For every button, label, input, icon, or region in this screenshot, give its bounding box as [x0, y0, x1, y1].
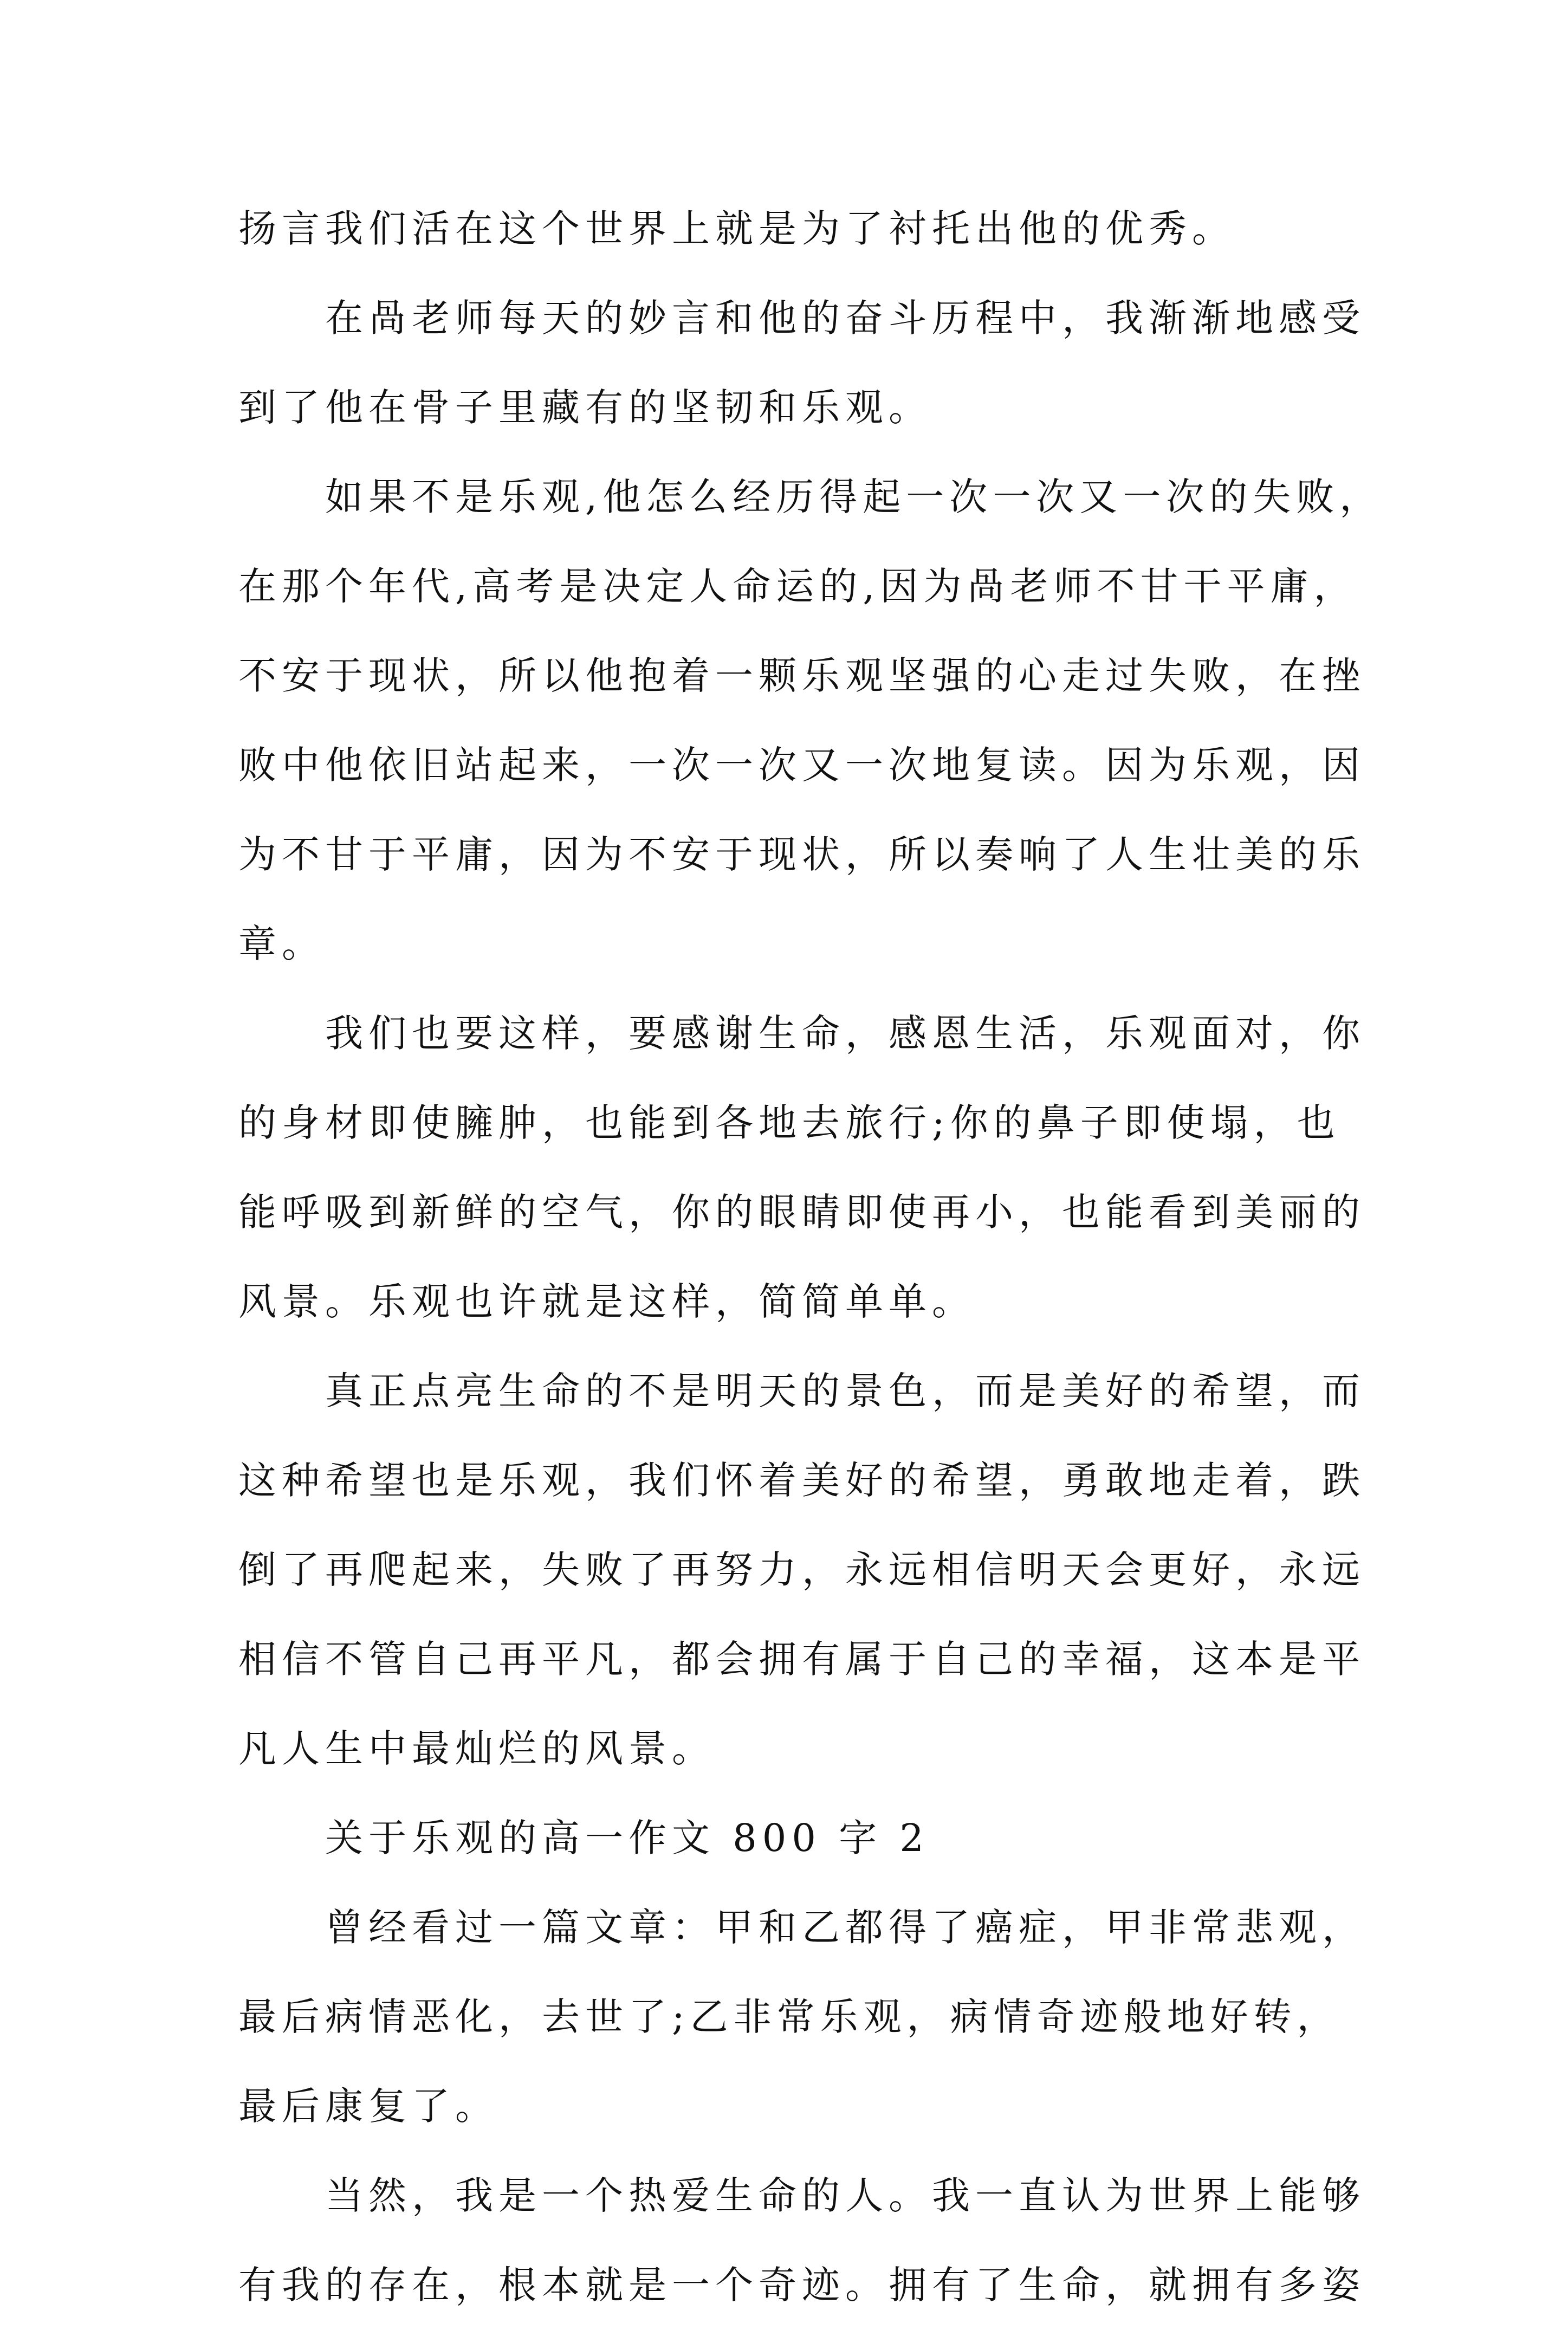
paragraph-start-line: 在咼老师每天的妙言和他的奋斗历程中，我渐渐地感受 — [325, 296, 1365, 340]
section-heading: 关于乐观的高一作文 800 字 2 — [325, 1816, 929, 1860]
text-line: 风景。乐观也许就是这样，简简单单。 — [238, 1279, 975, 1324]
text-line: 有我的存在，根本就是一个奇迹。拥有了生命，就拥有多姿 — [238, 2263, 1365, 2307]
text-line: 倒了再爬起来，失败了再努力，永远相信明天会更好，永远 — [238, 1548, 1365, 1592]
text-line: 在那个年代,高考是决定人命运的,因为咼老师不甘干平庸， — [238, 564, 1357, 609]
text-line: 的身材即使臃肿，也能到各地去旅行;你的鼻子即使塌，也 — [238, 1101, 1340, 1145]
text-line: 不安于现状，所以他抱着一颗乐观坚强的心走过失败，在挫 — [238, 653, 1365, 698]
text-line: 到了他在骨子里藏有的坚韧和乐观。 — [238, 385, 932, 430]
paragraph-start-line: 我们也要这样，要感谢生命，感恩生活，乐观面对，你 — [325, 1011, 1365, 1056]
text-line: 败中他依旧站起来，一次一次又一次地复读。因为乐观，因 — [238, 743, 1365, 787]
text-line: 最后康复了。 — [238, 2084, 498, 2128]
text-line: 扬言我们活在这个世界上就是为了衬托出他的优秀。 — [238, 206, 1235, 251]
text-line: 章。 — [238, 922, 325, 966]
text-line: 为不甘于平庸，因为不安于现状，所以奏响了人生壮美的乐 — [238, 832, 1365, 877]
paragraph-start-line: 如果不是乐观,他怎么经历得起一次一次又一次的失败， — [325, 475, 1383, 519]
text-line: 相信不管自己再平凡，都会拥有属于自己的幸福，这本是平 — [238, 1637, 1365, 1681]
paragraph-start-line: 曾经看过一篇文章：甲和乙都得了癌症，甲非常悲观， — [325, 1905, 1365, 1950]
text-line: 这种希望也是乐观，我们怀着美好的希望，勇敢地走着，跌 — [238, 1458, 1365, 1503]
essay-body — [238, 184, 1383, 2330]
text-line: 能呼吸到新鲜的空气，你的眼睛即使再小，也能看到美丽的 — [238, 1190, 1365, 1234]
paragraph-start-line: 真正点亮生命的不是明天的景色，而是美好的希望，而 — [325, 1369, 1365, 1413]
text-line: 最后病情恶化，去世了;乙非常乐观，病情奇迹般地好转， — [238, 1995, 1340, 2039]
paragraph-start-line: 当然，我是一个热爱生命的人。我一直认为世界上能够 — [325, 2173, 1365, 2218]
text-line: 凡人生中最灿烂的风景。 — [238, 1726, 715, 1771]
